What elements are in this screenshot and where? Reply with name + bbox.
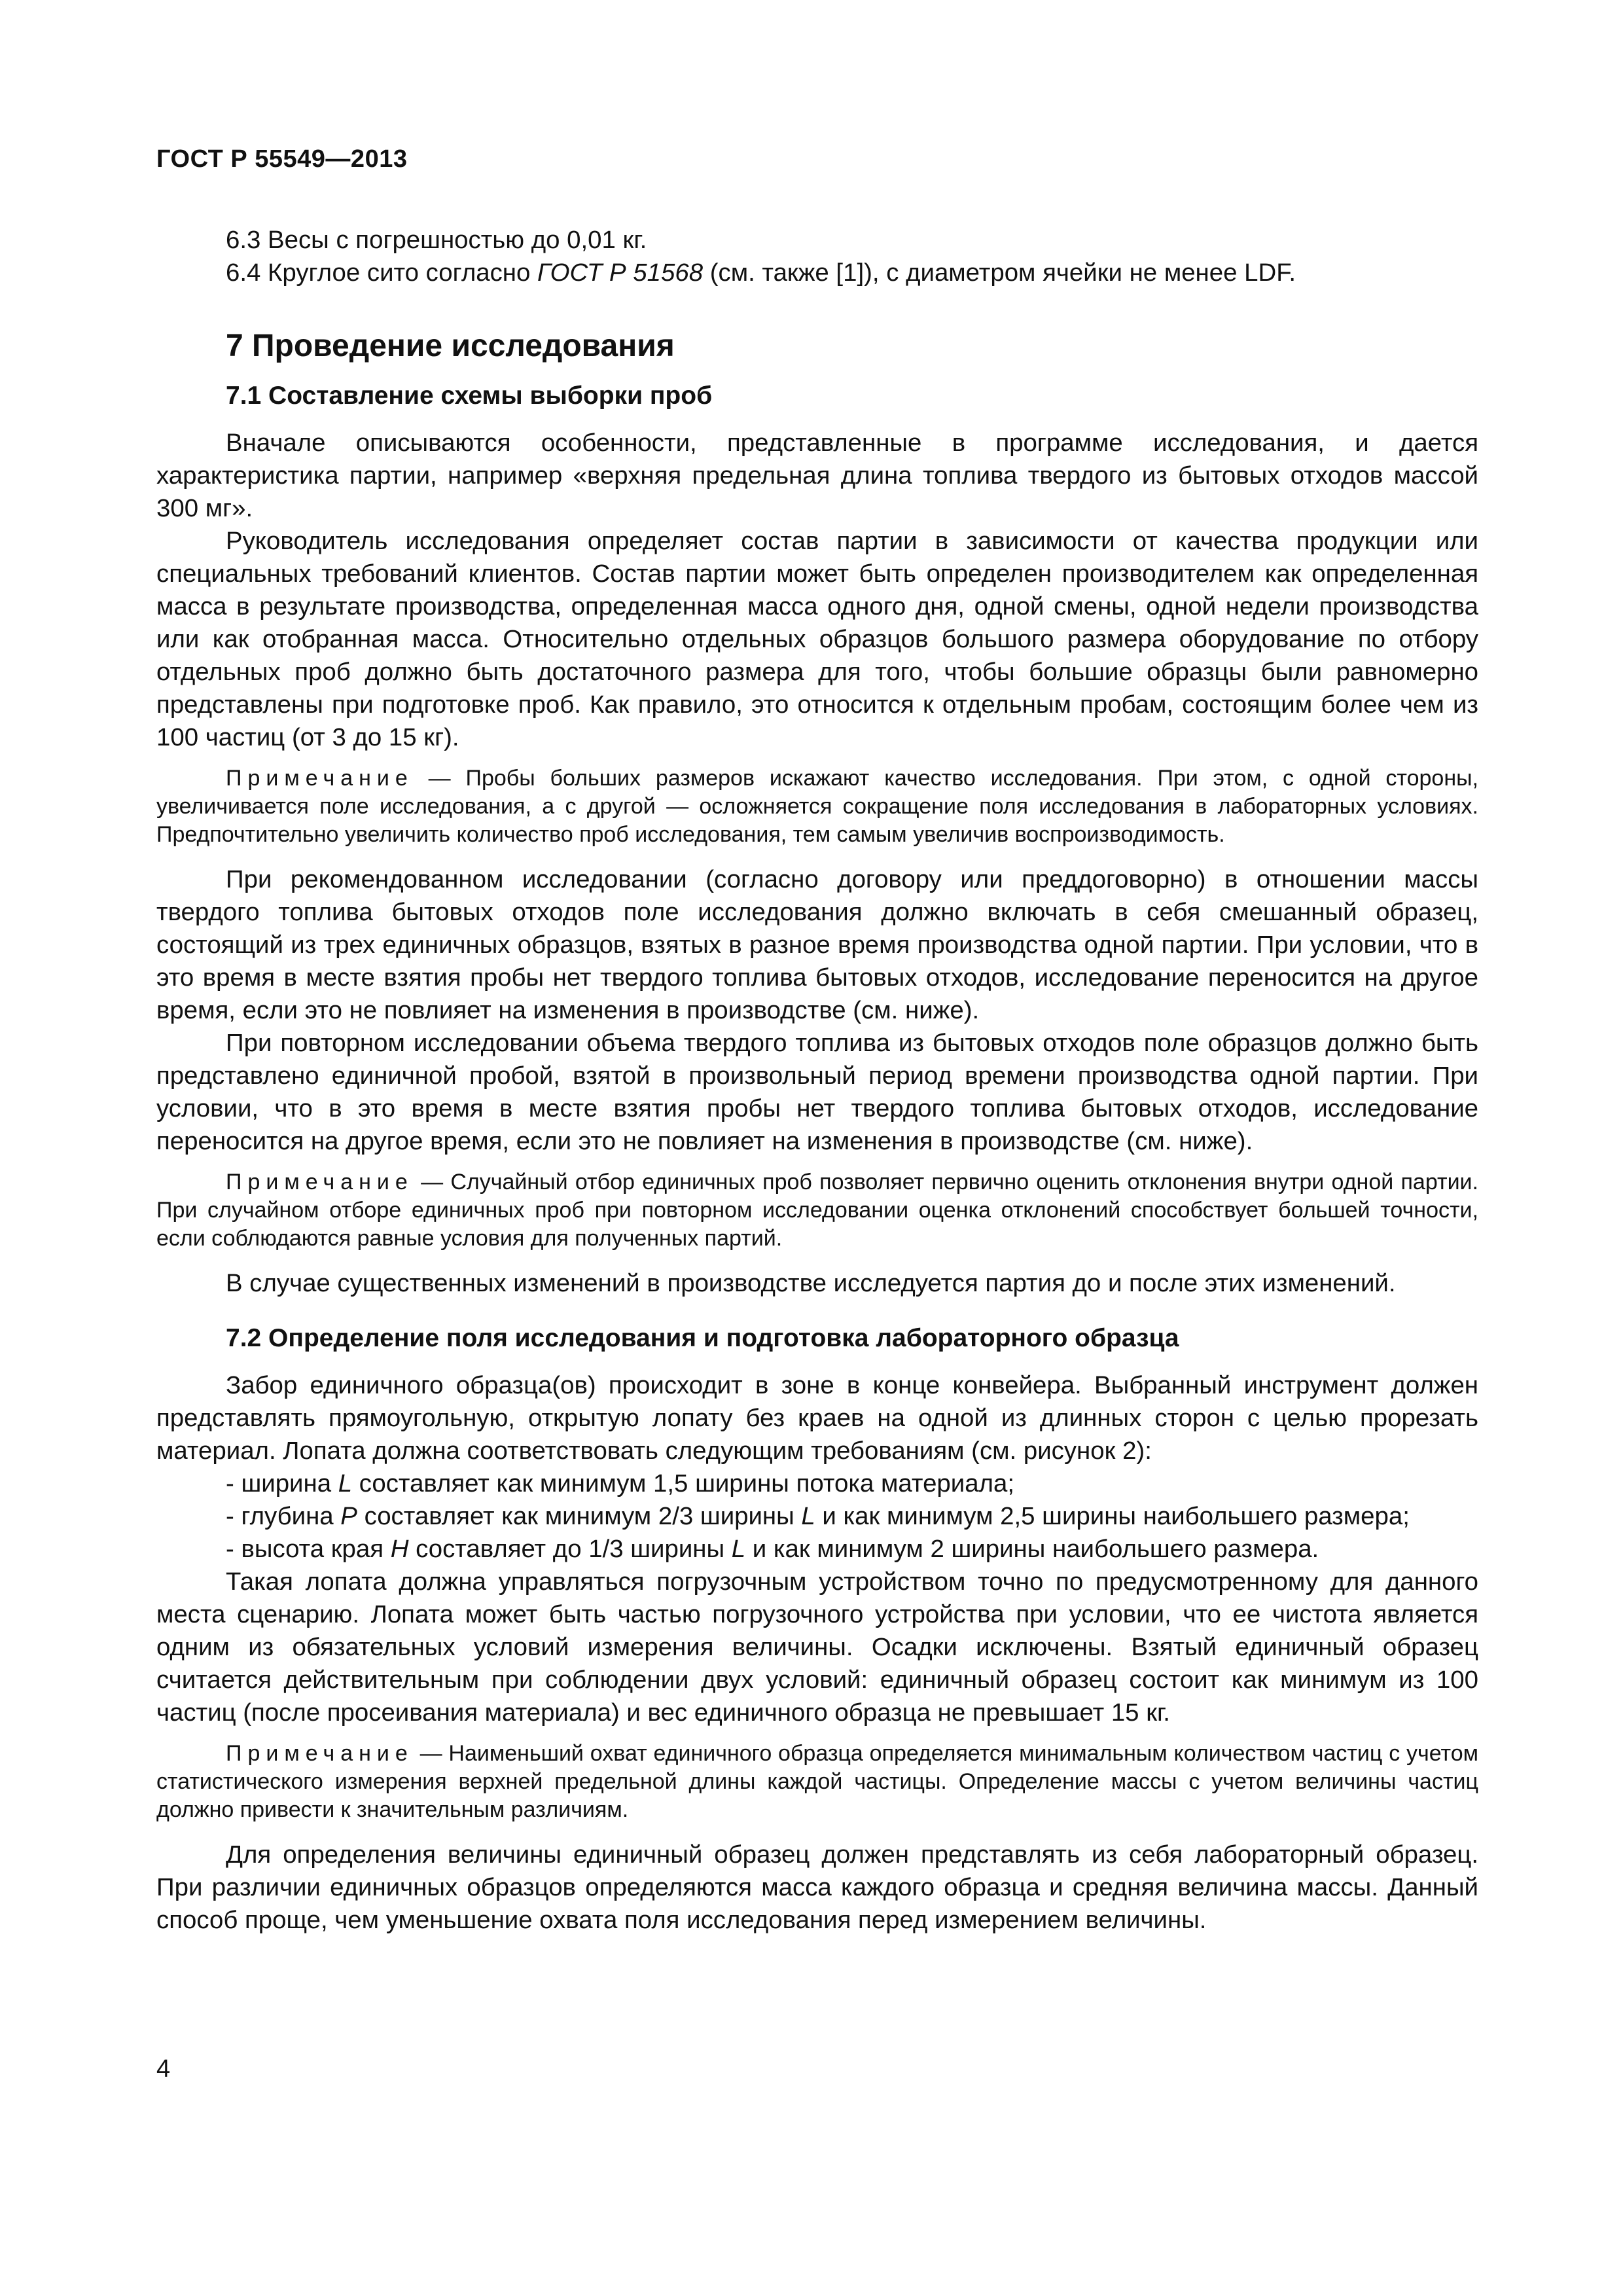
document-body (156, 224, 1478, 1937)
item-6-3: 6.3 Весы с погрешностью до 0,01 кг. (226, 226, 647, 254)
section-7-1-paragraph-3: При рекомендованном исследовании (согласно договору или преддоговорно) в отношении массы твердого топлива бытовых отходов поле исследования должно включать в себя смешанный образец, состоящий из трех единичных образцов, взятых в разное время производства одной партии. При условии, что в это время в месте взятия пробы нет твердого топлива бытовых отходов, исследование переносится на другое время, если это не повлияет на изменения в производстве (см. ниже). (156, 865, 1478, 1024)
list-item-width-b: составляет как минимум 1,5 ширины потока материала; (352, 1469, 1014, 1498)
section-7-2-paragraph-2: Такая лопата должна управляться погрузочным устройством точно по предусмотренному для данного места сценарию. Лопата может быть частью погрузочного устройства при условии, что ее чистота является одним из обязательных условий измерения величины. Осадки исключены. Взятый единичный образец считается действительным при соблюдении двух условий: единичный образец состоит как минимум из 100 частиц (после просеивания материала) и вес единичного образца не превышает 15 кг. (156, 1568, 1478, 1727)
note-3-text: — Наименьший охват единичного образца определяется минимальным количеством частиц с учетом статистического измерения верхней предельной длины каждой частицы. Определение массы с учетом величины частиц должно привести к значительным различиям. (156, 1741, 1478, 1822)
list-item-width (156, 1467, 1478, 1500)
variable-l: L (801, 1502, 815, 1530)
note-3-label: Примечание (226, 1741, 414, 1766)
note-3 (156, 1740, 1478, 1824)
section-7-1-paragraph-2: Руководитель исследования определяет состав партии в зависимости от качества продукции или специальных требований клиентов. Состав партии может быть определен производителем как определенная масса в результате производства, определенная масса одного дня, одной смены, одной недели производства или как отобранная масса. Относительно отдельных образцов большого размера оборудование по отбору отдельных проб должно быть достаточного размера для того, чтобы большие образцы были равномерно представлены при подготовке проб. Как правило, это относится к отдельным пробам, состоящим более чем из 100 частиц (от 3 до 15 кг). (156, 527, 1478, 751)
list-item-height (156, 1533, 1478, 1566)
section-7-1-paragraph-1: Вначале описываются особенности, представленные в программе исследования, и дается характеристика партии, например «верхняя предельная длина топлива твердого из бытовых отходов массой 300 мг». (156, 429, 1478, 522)
item-6-4-prefix: 6.4 Круглое сито согласно (226, 259, 537, 287)
list-item-height-a: - высота края (226, 1535, 391, 1563)
section-7-1-paragraph-5: В случае существенных изменений в производстве исследуется партия до и после этих изменений. (226, 1269, 1396, 1297)
variable-h: H (390, 1535, 409, 1563)
variable-l: L (731, 1535, 746, 1563)
item-6-4-suffix: (см. также [1]), с диаметром ячейки не менее LDF. (703, 259, 1296, 287)
standard-header: ГОСТ Р 55549—2013 (156, 145, 408, 173)
section-7-title: 7 Проведение исследования (226, 329, 675, 363)
section-7-2-paragraph-1: Забор единичного образца(ов) происходит в зоне в конце конвейера. Выбранный инструмент должен представлять прямоугольную, открытую лопату без краев на одной из длинных сторон с целью прорезать материал. Лопата должна соответствовать следующим требованиям (см. рисунок 2): (156, 1371, 1478, 1465)
note-1-text: — Пробы больших размеров искажают качество исследования. При этом, с одной стороны, увеличивается поле исследования, а с другой — осложняется сокращение поля исследования в лабораторных условиях. Предпочтительно увеличить количество проб исследования, тем самым увеличив воспроизводимость. (156, 766, 1478, 847)
section-7-1-paragraph-4: При повторном исследовании объема твердого топлива из бытовых отходов поле образцов должно быть представлено единичной пробой, взятой в произвольный период времени производства одной партии. При условии, что в это время в месте взятия пробы нет твердого топлива бытовых отходов, исследование переносится на другое время, если это не повлияет на изменения в производстве (см. ниже). (156, 1029, 1478, 1155)
item-6-4-reference: ГОСТ Р 51568 (537, 259, 704, 287)
list-item-depth-a: - глубина (226, 1502, 341, 1530)
note-1-label: Примечание (226, 766, 414, 791)
list-item-height-c: и как минимум 2 ширины наибольшего размера. (745, 1535, 1319, 1563)
list-item-depth-c: и как минимум 2,5 ширины наибольшего размера; (815, 1502, 1410, 1530)
list-item-depth-b: составляет как минимум 2/3 ширины (357, 1502, 802, 1530)
variable-l: L (338, 1469, 353, 1498)
note-2-text: — Случайный отбор единичных проб позволяет первично оценить отклонения внутри одной партии. При случайном отборе единичных проб при повторном исследовании оценка отклонений способствует большей точности, если соблюдаются равные условия для полученных партий. (156, 1170, 1478, 1251)
note-2-label: Примечание (226, 1170, 414, 1194)
list-item-width-a: - ширина (226, 1469, 338, 1498)
section-7-1-title: 7.1 Составление схемы выборки проб (226, 382, 713, 410)
list-item-height-b: составляет до 1/3 ширины (408, 1535, 732, 1563)
section-7-2-paragraph-3: Для определения величины единичный образец должен представлять из себя лабораторный образец. При различии единичных образцов определяются масса каждого образца и средняя величина массы. Данный способ проще, чем уменьшение охвата поля исследования перед измерением величины. (156, 1840, 1478, 1934)
list-item-depth (156, 1500, 1478, 1533)
section-7-2-title: 7.2 Определение поля исследования и подготовка лабораторного образца (226, 1324, 1179, 1352)
page-number: 4 (156, 2055, 171, 2083)
note-2 (156, 1168, 1478, 1253)
note-1 (156, 764, 1478, 849)
variable-p: P (340, 1502, 357, 1530)
item-6-4 (156, 257, 1478, 289)
